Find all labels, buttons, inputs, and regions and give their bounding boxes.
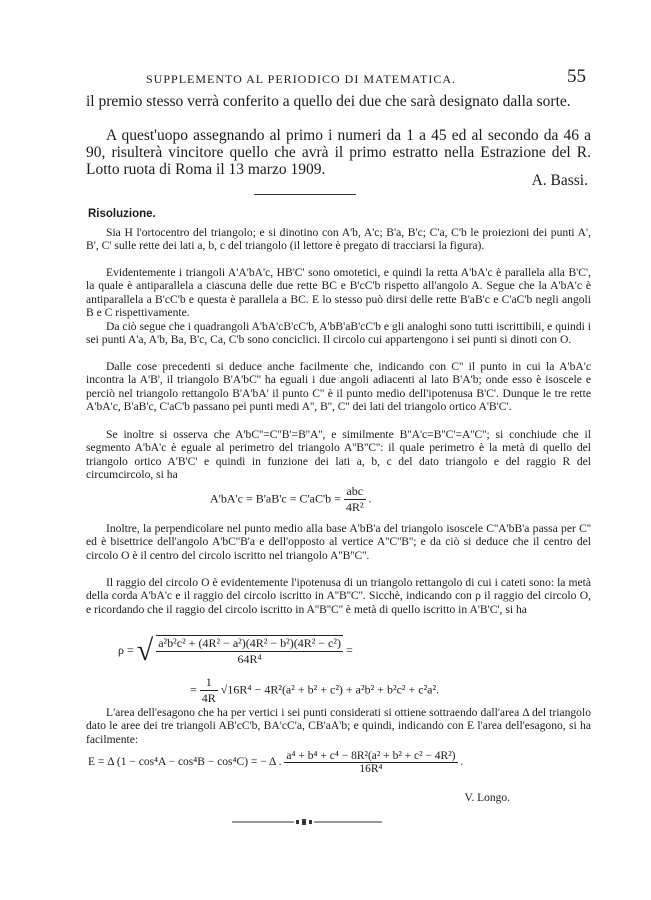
paragraph-3: Da ciò segue che i quadrangoli A'bA'cB'cC'b, A'bB'aB'cC'b e gli analoghi sono tutti iscrittibili, e quindi i sei punti A'a, A'b, Ba, B'c, Ca, C'b sono conciclici. Il circolo cui appartengono i sei punti si dinoti con O. (86, 320, 591, 347)
formula-radius-fraction (156, 635, 343, 667)
formula-radius-equals: = (345, 642, 353, 657)
formula-radius-line2-rest: √16R⁴ − 4R²(a² + b² + c²) + a²b² + b²c² + c²a². (220, 682, 440, 697)
formula-hexagon-end: . (460, 756, 464, 769)
formula-chord-lhs: A'bA'c = B'aB'c = C'aC'b = (210, 491, 341, 506)
formula-chord-length (210, 484, 372, 515)
formula-chord-fraction (344, 484, 366, 515)
formula-hexagon-lhs: E = Δ (1 − cos⁴A − cos⁴B − cos⁴C) = − Δ . (88, 756, 282, 769)
signature-bassi: A. Bassi. (531, 172, 588, 189)
formula-chord-denominator: 4R² (345, 500, 364, 514)
section-title: Risoluzione. (88, 208, 156, 220)
paragraph-2: Evidentemente i triangoli A'A'bA'c, HB'C' sono omotetici, e quindi la retta A'bA'c è parallela alla B'C', la quale è antiparallela a ciascuna delle due rette BC e B'cC'b rispetto all'angolo A. Segue che la A'bA'c è antiparallela a B'cC'b e questa è parallela a BC. E lo stesso può dirsi delle rette B'aB'c e C'aC'b negli angoli B e C rispettivamente. (86, 266, 591, 319)
running-title: SUPPLEMENTO AL PERIODICO DI MATEMATICA. (146, 72, 457, 86)
formula-chord-numerator: abc (344, 484, 366, 500)
formula-hexagon-area (88, 750, 463, 775)
formula-radius-numerator: a²b²c² + (4R² − a²)(4R² − b²)(4R² − c²) (158, 636, 341, 650)
sqrt-icon: √ (136, 634, 154, 667)
paragraph-4: Dalle cose precedenti si deduce anche facilmente che, indicando con C'' il punto in cui la A'bA'c incontra la A'B', il triangolo B'A'bC'' ha eguali i due angoli adiacenti al lato B'A'b; onde esso è isoscele e perciò nel triangolo rettangolo B'A'bA' il punto C'' è il punto medio dell'ipotenusa B'C'. Dunque le tre rette A'bA'c, B'aB'c, C'aC'b passano pei punti medi A'', B'', C'' dei lati del triangolo ortico A'B'C'. (86, 360, 591, 413)
running-head (86, 66, 586, 90)
paragraph-1: Sia H l'ortocentro del triangolo; e si dinotino con A'b, A'c; B'a, B'c; C'a, C'b le proiezioni dei punti A', B', C' sulle rette dei lati a, b, c del triangolo (il lettore è pregato di tracciarsi la figura). (86, 226, 591, 253)
paragraph-5: Se inoltre si osserva che A'bC''=C''B'=B''A'', e similmente B''A'c=B''C'=A''C''; si conchiude che il segmento A'bA'c è eguale al perimetro del triangolo A''B''C'': il quale perimetro è la metà di quello del triangolo ortico A'B'C' e quindi in funzione dei lati a, b, c del dato triangolo e del raggio R del circumcircolo, si ha (86, 428, 591, 481)
formula-hexagon-denominator: 16R⁴ (359, 763, 383, 775)
formula-radius-line2-start: = (190, 682, 197, 697)
separator-rule (254, 194, 356, 195)
formula-radius-lhs: ρ = (118, 642, 134, 657)
formula-radius-coefficient-den: 4R (201, 691, 216, 705)
formula-chord-end: . (368, 491, 372, 506)
paragraph-8: L'area dell'esagono che ha per vertici i sei punti considerati si ottiene sottraendo dall'area Δ del triangolo dato le aree dei tre triangoli AB'cC'b, BA'cC'a, CB'aA'b; e quindi, indicando con E l'area dell'esagono, si ha facilmente: (86, 706, 591, 746)
paragraph-7: Il raggio del circolo O è evidentemente l'ipotenusa di un triangolo rettangolo di cui i cateti sono: la metà della corda A'bA'c e il raggio del circolo iscritto in A''B''C''. Sicchè, indicando con ρ il raggio del circolo O, e ricordando che il raggio del circolo iscritto in A''B''C'' è metà di quello iscritto in A'B'C', si ha (86, 576, 591, 616)
formula-radius-line-1 (118, 634, 353, 668)
ornament-divider-icon (232, 819, 382, 825)
formula-radius-denominator: 64R⁴ (237, 652, 262, 666)
intro-paragraph-2: A quest'uopo assegnando al primo i numeri da 1 a 45 ed al secondo da 46 a 90, risulterà vincitore quello che avrà il primo estratto nella Estrazione del R. Lotto ruota di Roma il 13 marzo 1909. (86, 127, 591, 178)
formula-radius-coefficient-num: 1 (200, 675, 218, 691)
formula-hexagon-numerator: a⁴ + b⁴ + c⁴ − 8R²(a² + b² + c² − 4R²) (286, 750, 456, 762)
formula-radius-coefficient (200, 675, 218, 706)
page-number: 55 (567, 66, 586, 87)
intro-paragraph-1: il premio stesso verrà conferito a quello dei due che sarà designato dalla sorte. (86, 93, 571, 110)
paragraph-6: Inoltre, la perpendicolare nel punto medio alla base A'bB'a del triangolo isoscele C''A'bB'a passa per C'' ed è bisettrice dell'angolo A'bC''B'a e dell'opposto al vertice A''C''B''; e da ciò si deduce che il centro del circolo O è il centro del circolo iscritto nel triangolo A''B''C''. (86, 522, 591, 562)
signature-longo: V. Longo. (464, 792, 510, 804)
formula-radius-line-2 (190, 675, 439, 706)
formula-hexagon-fraction (284, 750, 457, 775)
